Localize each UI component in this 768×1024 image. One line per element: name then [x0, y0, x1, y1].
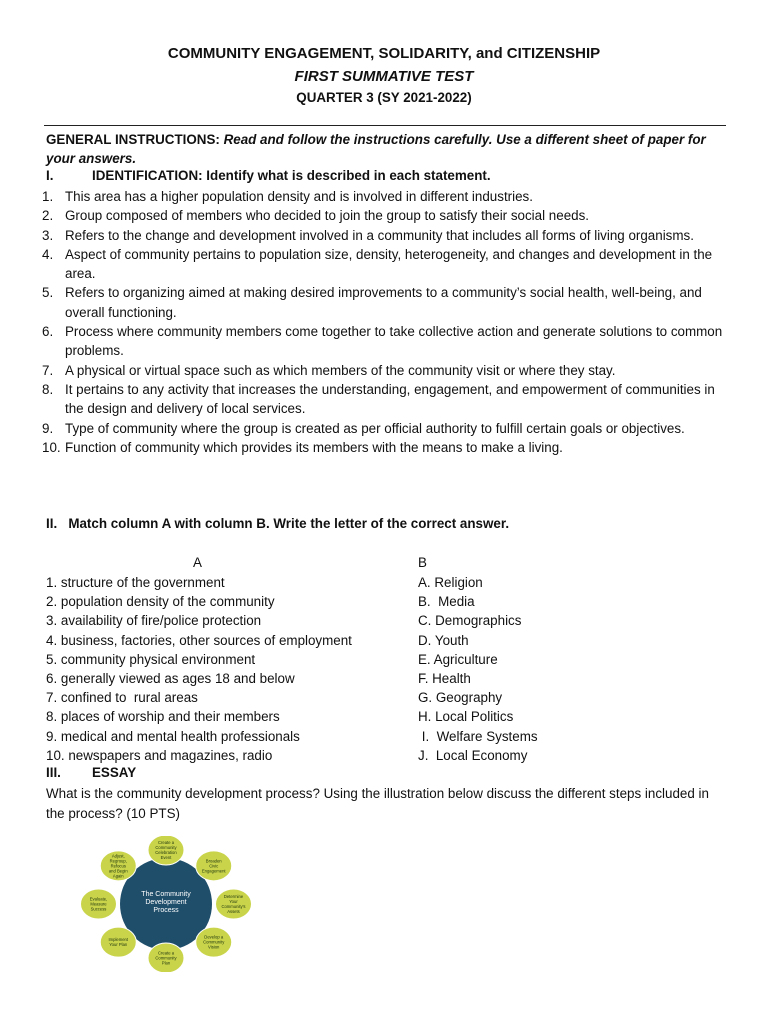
section-1-number: I.	[46, 168, 54, 183]
diagram-center-label: The Community Development Process	[141, 891, 191, 914]
column-b-header: B	[418, 555, 427, 570]
identification-item	[42, 438, 732, 457]
item-text: A physical or virtual space such as which members of the community visit or where they stay.	[65, 362, 616, 378]
section-3-title: ESSAY	[92, 765, 137, 780]
column-b-item: I. Welfare Systems	[418, 728, 538, 744]
column-a-item: 9. medical and mental health professionals	[46, 728, 300, 744]
column-a-item: 7. confined to rural areas	[46, 690, 198, 706]
header-rule	[44, 125, 726, 126]
identification-item	[42, 419, 732, 438]
identification-item	[42, 226, 732, 245]
diagram-step-node	[148, 836, 184, 865]
item-text: Process where community members come together to take collective action and generate solutions to common problems.	[65, 324, 723, 359]
identification-item	[42, 283, 732, 322]
column-a-item: 2. population density of the community	[46, 594, 275, 610]
section-3-number: III.	[46, 765, 61, 780]
section-2-heading: II. Match column A with column B. Write the letter of the correct answer.	[46, 516, 510, 531]
column-a-item: 3. availability of fire/police protection	[46, 613, 262, 629]
identification-item	[42, 361, 732, 380]
column-b-list	[418, 573, 718, 765]
identification-list	[42, 187, 732, 457]
diagram-step-node	[148, 943, 184, 972]
item-number: 5.	[42, 285, 54, 301]
diagram-step-node	[196, 927, 232, 957]
column-b-item: J. Local Economy	[418, 747, 528, 763]
column-b-item: B. Media	[418, 594, 475, 610]
item-text: Aspect of community pertains to population size, density, heterogeneity, and changes and development in the area.	[65, 246, 713, 282]
item-text: Refers to organizing aimed at making desired improvements to a community’s social health, well-being, and overall functioning.	[65, 285, 702, 320]
identification-item	[42, 187, 732, 206]
item-number: 9.	[42, 420, 54, 436]
diagram-step-label: Broaden Civic Engagement	[201, 858, 226, 874]
section-1-heading	[46, 168, 491, 183]
item-text: Type of community where the group is created as per official authority to fulfill certain goals or objectives.	[65, 420, 685, 436]
diagram-step-label: Create a Community Plan	[155, 950, 177, 966]
diagram-step-node	[100, 851, 136, 881]
instructions-label: GENERAL INSTRUCTIONS:	[46, 132, 220, 147]
item-number: 7.	[42, 362, 54, 378]
diagram-step-label: Determine Your Community's Assets	[221, 894, 246, 914]
column-a-item: 5. community physical environment	[46, 651, 256, 667]
column-b-item: C. Demographics	[418, 613, 522, 629]
diagram-step-node	[100, 927, 136, 957]
identification-item	[42, 380, 732, 419]
column-b-item: A. Religion	[418, 575, 483, 590]
quarter-label: QUARTER 3 (SY 2021-2022)	[296, 90, 472, 105]
item-text: Function of community which provides its members with the means to make a living.	[65, 439, 563, 455]
identification-item	[42, 245, 732, 284]
identification-item	[42, 206, 732, 225]
column-a-list	[46, 573, 406, 765]
instructions-text: Read and follow the instructions carefully. Use a different sheet of paper for your answers.	[46, 132, 706, 166]
column-b-item: E. Agriculture	[418, 651, 498, 667]
diagram-step-node	[196, 851, 232, 881]
item-number: 2.	[42, 208, 54, 224]
document-title: COMMUNITY ENGAGEMENT, SOLIDARITY, and CITIZENSHIP	[167, 45, 601, 62]
diagram-step-label: Adjust, Regroup, Refocus and Begin Again	[108, 853, 128, 879]
diagram-step-label: Develop a Community Vision	[203, 934, 225, 950]
diagram-step-label: Implement Your Plan	[108, 937, 129, 948]
section-3-heading	[46, 765, 136, 780]
item-number: 3.	[42, 227, 54, 243]
column-a-header: A	[193, 555, 202, 570]
column-a-item: 8. places of worship and their members	[46, 709, 280, 725]
community-development-diagram	[50, 836, 282, 972]
general-instructions	[46, 130, 736, 168]
column-b-item: G. Geography	[418, 690, 503, 706]
item-number: 1.	[42, 189, 54, 204]
item-text: Refers to the change and development involved in a community that includes all forms of living organisms.	[65, 227, 694, 243]
item-text: This area has a higher population density and is involved in different industries.	[65, 189, 533, 204]
column-a-item: 10. newspapers and magazines, radio	[46, 747, 273, 763]
diagram-step-label: Create a Community Celebration Event	[155, 840, 177, 860]
identification-item	[42, 322, 732, 361]
item-number: 4.	[42, 246, 54, 262]
item-text: It pertains to any activity that increases the understanding, engagement, and empowerment of communities in the design and delivery of local services.	[65, 381, 715, 417]
column-b-item: F. Health	[418, 671, 471, 687]
item-text: Group composed of members who decided to join the group to satisfy their social needs.	[65, 208, 590, 224]
section-1-title: IDENTIFICATION: Identify what is described in each statement.	[92, 168, 491, 183]
column-b-item: H. Local Politics	[418, 709, 514, 725]
column-b-item: D. Youth	[418, 632, 469, 648]
column-a-item: 1. structure of the government	[46, 575, 225, 590]
diagram-step-node	[216, 889, 252, 919]
diagram-step-node	[81, 889, 117, 919]
item-number: 6.	[42, 324, 54, 340]
column-a-item: 6. generally viewed as ages 18 and below	[46, 671, 295, 687]
document-subtitle: FIRST SUMMATIVE TEST	[294, 68, 474, 85]
essay-question: What is the community development process? Using the illustration below discuss the different steps included in the process? (10 PTS)	[46, 786, 709, 821]
item-number: 10.	[42, 439, 61, 455]
item-number: 8.	[42, 381, 54, 397]
diagram-step-label: Evaluate, Measure Success	[89, 896, 108, 912]
column-a-item: 4. business, factories, other sources of employment	[46, 632, 352, 648]
